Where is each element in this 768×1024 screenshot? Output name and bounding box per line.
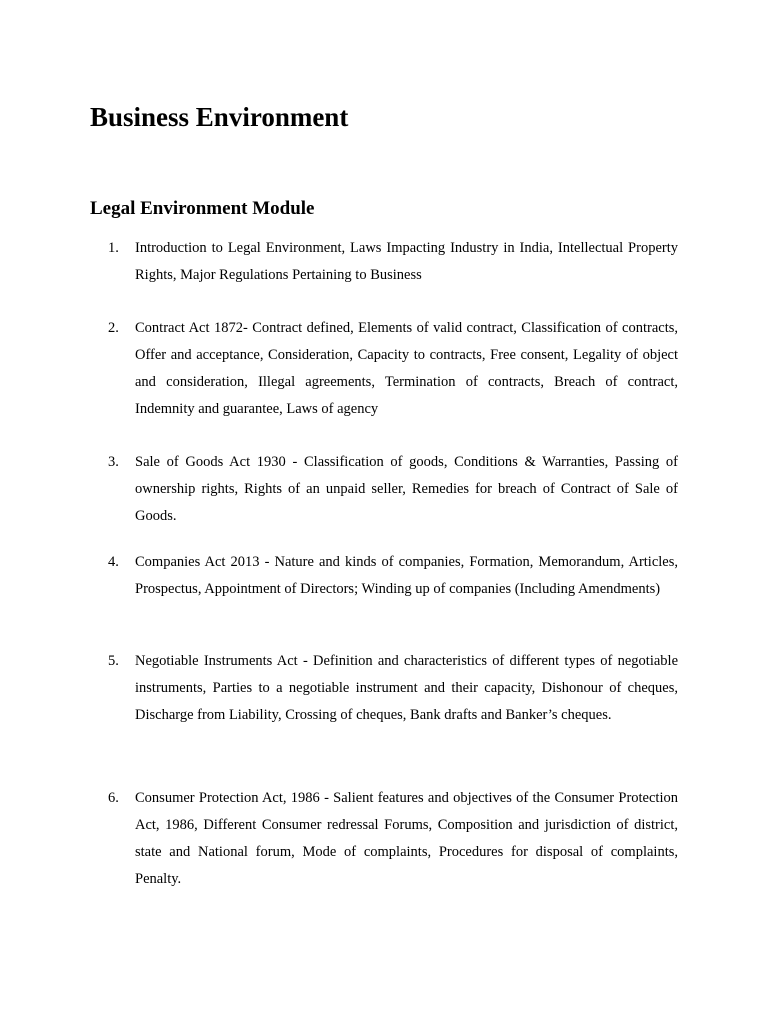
list-item-text: Sale of Goods Act 1930 - Classification of goods, Conditions & Warranties, Passing of ownership rights, Rights of an unpaid seller, Remedies for breach of Contract of Sale of Goods. [135, 454, 678, 524]
section-heading: Legal Environment Module [90, 198, 315, 219]
list-item-number: 1. [108, 240, 119, 256]
list-item [108, 549, 678, 603]
list-item-number: 2. [108, 320, 119, 336]
list-item [108, 315, 678, 423]
list-item-text: Negotiable Instruments Act - Definition and characteristics of different types of negotiable instruments, Parties to a negotiable instrument and their capacity, Dishonour of cheques, Discharge from Liability, Crossing of cheques, Bank drafts and Banker’s cheques. [135, 653, 678, 723]
list-item-number: 4. [108, 554, 119, 570]
document-title: Business Environment [90, 102, 349, 132]
list-item-text: Contract Act 1872- Contract defined, Elements of valid contract, Classification of contracts, Offer and acceptance, Consideration, Capacity to contracts, Free consent, Legality of object and consideration, Illegal agreements, Termination of contracts, Breach of contract, Indemnity and guarantee, Laws of agency [135, 320, 678, 417]
list-item-text: Companies Act 2013 - Nature and kinds of companies, Formation, Memorandum, Articles, Prospectus, Appointment of Directors; Winding up of companies (Including Amendments) [135, 554, 678, 597]
list-item [108, 648, 678, 729]
list-item-number: 6. [108, 790, 119, 806]
list-item-text: Consumer Protection Act, 1986 - Salient features and objectives of the Consumer Protection Act, 1986, Different Consumer redressal Forums, Composition and jurisdiction of district, state and National forum, Mode of complaints, Procedures for disposal of complaints, Penalty. [135, 790, 678, 887]
list-item [108, 449, 678, 530]
list-item-number: 5. [108, 653, 119, 669]
list-item [108, 785, 678, 893]
list-item [108, 235, 678, 289]
list-item-text: Introduction to Legal Environment, Laws Impacting Industry in India, Intellectual Property Rights, Major Regulations Pertaining to Business [135, 240, 678, 283]
list-item-number: 3. [108, 454, 119, 470]
